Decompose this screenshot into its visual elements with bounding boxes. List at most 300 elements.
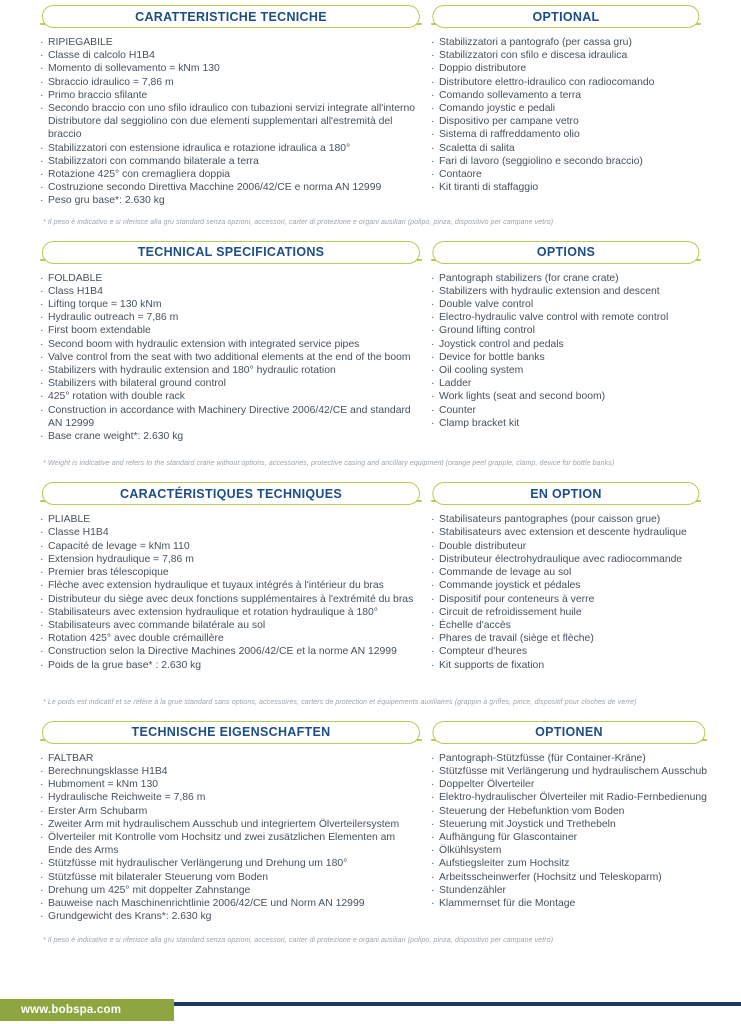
list-item: [40, 513, 422, 526]
specs-title-pill: [42, 5, 420, 28]
list-item-text: Classe di calcolo H1B4: [48, 50, 155, 62]
bullet: ·: [40, 50, 44, 62]
list-item-text: Comando joystic e pedali: [439, 103, 556, 115]
section-english: [40, 241, 701, 468]
options-list-fr: [431, 513, 701, 671]
bullet: ·: [431, 391, 435, 403]
list-item-text: Échelle d'accès: [439, 619, 511, 631]
list-item-text: Doppio distributore: [439, 63, 527, 75]
options-list-en: [431, 272, 701, 430]
bullet: ·: [431, 553, 435, 565]
list-item-text: Contaore: [439, 169, 482, 181]
list-item-text: Stundenzähler: [439, 884, 507, 896]
list-item: [431, 513, 701, 526]
list-item: [431, 606, 701, 619]
options-title-pill: [432, 241, 699, 264]
list-item-text: Double distributeur: [439, 540, 527, 552]
list-item-text: FALTBAR: [48, 752, 94, 764]
bullet: ·: [431, 404, 435, 416]
list-item: [431, 311, 701, 324]
list-item-text: Stabilisateurs pantographes (pour caisson grue): [439, 514, 661, 526]
list-item: [40, 910, 422, 923]
list-item: [431, 351, 701, 364]
bullet: ·: [40, 619, 44, 631]
list-item-text: Fari di lavoro (seggiolino e secondo braccio): [439, 155, 643, 167]
bullet: ·: [40, 765, 44, 777]
list-item: [431, 272, 701, 285]
list-item-text: Stabilizzatori con commando bilaterale a terra: [48, 155, 259, 167]
list-item-text: FOLDABLE: [48, 272, 103, 284]
bullet: ·: [40, 299, 44, 311]
list-item-text: Stabilizers with bilateral ground control: [48, 378, 226, 390]
bullet: ·: [40, 567, 44, 579]
bullet: ·: [40, 659, 44, 671]
list-item-text: Distributore elettro-idraulico con radiocomando: [439, 76, 655, 88]
list-item-text: Circuit de refroidissement huile: [439, 606, 582, 618]
list-item-text: Aufstiegsleiter zum Hochsitz: [439, 858, 570, 870]
list-item: [431, 871, 707, 884]
bullet: ·: [431, 646, 435, 658]
list-item-text: Berechnungsklasse H1B4: [48, 765, 168, 777]
list-item-text: Primo braccio sfilante: [48, 89, 148, 101]
list-item-text: Hubmoment = kNm 130: [48, 779, 159, 791]
bullet: ·: [40, 312, 44, 324]
list-item: [40, 566, 422, 579]
bullet: ·: [40, 378, 44, 390]
list-item-text: Counter: [439, 404, 476, 416]
list-item: [40, 49, 422, 62]
options-title: OPTIONEN: [535, 725, 603, 740]
list-item-text: Hydraulic outreach = 7,86 m: [48, 312, 179, 324]
bullet: ·: [431, 845, 435, 857]
list-item: [40, 553, 422, 566]
options-title-pill: [432, 5, 699, 28]
bullet: ·: [431, 765, 435, 777]
bullet: ·: [40, 553, 44, 565]
bullet: ·: [431, 417, 435, 429]
specs-header-fr: [40, 482, 422, 505]
list-item-text: Stabilizers with hydraulic extension and descent: [439, 285, 660, 297]
section-italian: [40, 5, 701, 226]
list-item: [431, 49, 701, 62]
list-item-text: Capacité de levage = kNm 110: [48, 540, 190, 552]
list-item-text: Ladder: [439, 378, 472, 390]
page-footer: [0, 999, 741, 1021]
list-item-text: Grundgewicht des Krans*: 2.630 kg: [48, 911, 212, 923]
bullet: ·: [431, 831, 435, 843]
bullet: ·: [431, 884, 435, 896]
bullet: ·: [431, 567, 435, 579]
list-item: [431, 285, 701, 298]
list-item-text: Comando sollevamento a terra: [439, 89, 582, 101]
specs-title: TECHNICAL SPECIFICATIONS: [137, 245, 325, 260]
options-list-de: [431, 752, 707, 910]
bullet: ·: [40, 155, 44, 167]
list-item: [40, 377, 422, 390]
list-item: [40, 645, 422, 658]
list-item: [431, 579, 701, 592]
list-item-text: Oil cooling system: [439, 365, 524, 377]
bullet: ·: [40, 831, 44, 843]
bullet: ·: [40, 404, 44, 416]
footnote-italian: * Il peso è indicativo e si riferisce alla gru standard senza opzioni, accessori, carter di protezione e organi ausiliari (polipo, pinza, dispositivo per campane vetro): [43, 218, 554, 226]
list-item-text: Sbraccio idraulico = 7,86 m: [48, 76, 174, 88]
bullet: ·: [431, 338, 435, 350]
bullet: ·: [431, 378, 435, 390]
list-item-text: Commande joystick et pédales: [439, 580, 581, 592]
list-item-text: Joystick control and pedals: [439, 338, 564, 350]
list-item: [40, 871, 422, 884]
bullet: ·: [431, 272, 435, 284]
list-item: [40, 36, 422, 49]
list-item-text: Steuerung der Hebefunktion vom Boden: [439, 805, 625, 817]
bullet: ·: [40, 805, 44, 817]
list-item-text: Rotazione 425° con cremagliera doppia: [48, 169, 231, 181]
list-item: [431, 619, 701, 632]
specs-title-pill: [42, 241, 420, 264]
list-item: [431, 181, 701, 194]
list-item: [40, 540, 422, 553]
specs-list-fr: [40, 513, 422, 671]
list-item: [40, 659, 422, 672]
list-item-text: Ground lifting control: [439, 325, 535, 337]
list-item-text: Elektro-hydraulischer Ölverteiler mit Radio-Fernbedienung: [439, 792, 707, 804]
list-item-text: Dispositivo per campane vetro: [439, 116, 579, 128]
bullet: ·: [40, 103, 44, 115]
list-item: [40, 142, 422, 155]
bullet: ·: [431, 580, 435, 592]
bullet: ·: [431, 752, 435, 764]
list-item-text: Distributore dal seggiolino con due elementi supplementari all'estremità del braccio: [48, 116, 393, 141]
list-item: [431, 377, 701, 390]
bullet: ·: [431, 527, 435, 539]
list-item: [40, 818, 422, 831]
list-item: [40, 778, 422, 791]
list-item-text: Doppelter Ölverteiler: [439, 779, 535, 791]
bullet: ·: [431, 129, 435, 141]
list-item: [40, 857, 422, 870]
list-item-text: Construction in accordance with Machinery Directive 2006/42/CE and standard AN 12999: [48, 404, 411, 429]
list-item: [431, 89, 701, 102]
bullet: ·: [40, 580, 44, 592]
specs-list-it: [40, 36, 422, 208]
list-item-text: Stabilizzatori con estensione idraulica e rotazione idraulica a 180°: [48, 142, 351, 154]
bullet: ·: [431, 142, 435, 154]
list-item: [431, 390, 701, 403]
bullet: ·: [40, 351, 44, 363]
list-item-text: Commande de levage au sol: [439, 567, 572, 579]
bullet: ·: [40, 858, 44, 870]
bullet: ·: [40, 142, 44, 154]
list-item: [431, 752, 707, 765]
bullet: ·: [431, 50, 435, 62]
list-item-text: Clamp bracket kit: [439, 417, 520, 429]
bullet: ·: [431, 540, 435, 552]
list-item: [40, 285, 422, 298]
list-item-text: Flèche avec extension hydraulique et tuyaux intégrés à l'intérieur du bras: [48, 580, 384, 592]
bullet: ·: [40, 76, 44, 88]
list-item: [431, 155, 701, 168]
list-item: [431, 324, 701, 337]
footnote-english: * Weight is indicative and refers to the standard crane without options, accessories, protective casing and ancillary equipment (orange peel grapple, clamp, device for bottle banks): [43, 460, 615, 468]
bullet: ·: [431, 116, 435, 128]
footer-divider-line: [174, 1002, 741, 1006]
bullet: ·: [40, 606, 44, 618]
bullet: ·: [40, 884, 44, 896]
list-item: [431, 142, 701, 155]
bullet: ·: [40, 779, 44, 791]
list-item: [40, 606, 422, 619]
list-item: [431, 102, 701, 115]
footer-url[interactable]: www.bobspa.com: [21, 1004, 122, 1016]
bullet: ·: [431, 593, 435, 605]
bullet: ·: [40, 365, 44, 377]
bullet: ·: [431, 312, 435, 324]
list-item: [431, 338, 701, 351]
bullet: ·: [40, 338, 44, 350]
list-item-text: Dispositif pour conteneurs à verre: [439, 593, 595, 605]
list-item: [40, 579, 422, 592]
list-item: [431, 417, 701, 430]
bullet: [40, 115, 48, 141]
list-item: [431, 805, 707, 818]
bullet: ·: [431, 63, 435, 75]
list-item-text: Secondo braccio con uno sfilo idraulico con tubazioni servizi integrate all'interno: [48, 103, 416, 115]
list-item: [40, 168, 422, 181]
list-item-text: Costruzione secondo Direttiva Macchine 2006/42/CE e norma AN 12999: [48, 182, 382, 194]
list-item: [40, 884, 422, 897]
bullet: ·: [40, 818, 44, 830]
bullet: ·: [431, 897, 435, 909]
bullet: ·: [431, 619, 435, 631]
list-item-text: Arbeitsscheinwerfer (Hochsitz und Teleskoparm): [439, 871, 662, 883]
list-item: [40, 272, 422, 285]
bullet: ·: [431, 299, 435, 311]
specs-list-de: [40, 752, 422, 924]
list-item: [40, 364, 422, 377]
bullet: ·: [431, 805, 435, 817]
specs-title-pill: [42, 721, 420, 744]
list-item-text: First boom extendable: [48, 325, 151, 337]
list-item-text: Base crane weight*: 2.630 kg: [48, 431, 184, 443]
options-title-pill: [432, 482, 699, 505]
list-item: [431, 298, 701, 311]
list-item: [431, 128, 701, 141]
list-item-text: 425° rotation with double rack: [48, 391, 186, 403]
list-item-text: Hydraulische Reichweite = 7,86 m: [48, 792, 206, 804]
list-item-text: Extension hydraulique = 7,86 m: [48, 553, 194, 565]
list-item-text: Stützfüsse mit hydraulischer Verlängerung und Drehung um 180°: [48, 858, 348, 870]
options-header-en: [431, 241, 701, 264]
list-item-text: Classe H1B4: [48, 527, 109, 539]
footnote-french: * Le poids est indicatif et se réfère à la grue standard sans options, accessoires, carters de protection et équipements auxiliaires (grappin à griffes, pince, dispositif pour cloches de verre): [43, 698, 637, 706]
list-item: [40, 765, 422, 778]
list-item-text: Stabilisateurs avec extension et descente hydraulique: [439, 527, 687, 539]
specs-header-en: [40, 241, 422, 264]
bullet: ·: [431, 818, 435, 830]
list-item: [431, 364, 701, 377]
list-item: [40, 791, 422, 804]
list-item-text: Aufhängung für Glascontainer: [439, 831, 578, 843]
bullet: ·: [431, 871, 435, 883]
specs-title: CARACTÉRISTIQUES TECHNIQUES: [119, 486, 343, 501]
list-item-text: Klammernset für die Montage: [439, 897, 576, 909]
bullet: ·: [431, 659, 435, 671]
options-title-pill: [432, 721, 705, 744]
list-item-text: Class H1B4: [48, 285, 103, 297]
list-item: [431, 76, 701, 89]
list-item-text: Stützfüsse mit Verlängerung und hydraulischem Ausschub: [439, 765, 707, 777]
bullet: ·: [431, 325, 435, 337]
options-header-fr: [431, 482, 701, 505]
options-header-de: [431, 721, 707, 744]
section-german: [40, 721, 707, 945]
list-item: [40, 62, 422, 75]
bullet: ·: [431, 285, 435, 297]
options-title: OPTIONS: [536, 245, 596, 260]
bullet: ·: [40, 540, 44, 552]
bullet: ·: [40, 871, 44, 883]
bullet: ·: [40, 527, 44, 539]
specs-header-de: [40, 721, 422, 744]
list-item: [431, 765, 707, 778]
bullet: ·: [40, 195, 44, 207]
list-item: [40, 526, 422, 539]
bullet: ·: [431, 633, 435, 645]
bullet: ·: [40, 897, 44, 909]
bullet: ·: [431, 858, 435, 870]
list-item: [431, 778, 707, 791]
specs-title: CARATTERISTICHE TECNICHE: [135, 9, 327, 24]
specs-title: TECHNISCHE EIGENSCHAFTEN: [131, 725, 331, 740]
list-item-text: Second boom with hydraulic extension with integrated service pipes: [48, 338, 360, 350]
bullet: ·: [40, 169, 44, 181]
list-item-text: Electro-hydraulic valve control with remote control: [439, 312, 669, 324]
bullet: ·: [431, 606, 435, 618]
list-item-text: Stabilisateurs avec commande bilatérale au sol: [48, 619, 266, 631]
bullet: ·: [40, 182, 44, 194]
list-item-text: Ölkühlsystem: [439, 845, 502, 857]
footer-url-bar: [0, 999, 174, 1021]
list-item: [40, 311, 422, 324]
list-item-text: Lifting torque = 130 kNm: [48, 299, 162, 311]
list-item: [40, 89, 422, 102]
section-french: [40, 482, 701, 705]
list-item: [40, 155, 422, 168]
list-item-text: Scaletta di salita: [439, 142, 515, 154]
list-item-text: Work lights (seat and second boom): [439, 391, 606, 403]
list-item: [431, 540, 701, 553]
list-item-text: Stabilisateurs avec extension hydraulique et rotation hydraulique à 180°: [48, 606, 378, 618]
bullet: ·: [431, 351, 435, 363]
list-item: [431, 632, 701, 645]
list-item: [40, 752, 422, 765]
list-item-text: Stabilizzatori con sfilo e discesa idraulica: [439, 50, 628, 62]
list-item: [40, 298, 422, 311]
bullet: ·: [40, 391, 44, 403]
options-header-it: [431, 5, 701, 28]
list-item-text: Premier bras télescopique: [48, 567, 169, 579]
list-item-text: Construction selon la Directive Machines 2006/42/CE et la norme AN 12999: [48, 646, 397, 658]
bullet: ·: [40, 646, 44, 658]
list-item-text: Poids de la grue base* : 2.630 kg: [48, 659, 202, 671]
list-item: [431, 645, 701, 658]
options-title: OPTIONAL: [532, 9, 600, 24]
list-item-text: Compteur d'heures: [439, 646, 528, 658]
bullet: ·: [431, 76, 435, 88]
bullet: ·: [431, 182, 435, 194]
bullet: ·: [40, 285, 44, 297]
bullet: ·: [431, 37, 435, 48]
bullet: ·: [431, 514, 435, 526]
bullet: ·: [40, 89, 44, 101]
list-item: [40, 805, 422, 818]
list-item-text: Kit tiranti di staffaggio: [439, 182, 539, 194]
bullet: ·: [431, 792, 435, 804]
list-item-text: Pantograph-Stützfüsse (für Container-Kräne): [439, 752, 646, 764]
footnote-german: * Il peso è indicativo e si riferisce alla gru standard senza opzioni, accessori, carter di protezione e organi ausiliari (polipo, pinza, dispositivo per campane vetro): [43, 937, 554, 945]
list-item: [431, 404, 701, 417]
bullet: ·: [40, 325, 44, 337]
list-item: [431, 897, 707, 910]
list-item-text: Distributeur électrohydraulique avec radiocommande: [439, 553, 683, 565]
list-item: [431, 168, 701, 181]
list-item: [40, 194, 422, 207]
list-item: [431, 62, 701, 75]
bullet: ·: [40, 272, 44, 284]
bullet: ·: [431, 89, 435, 101]
list-item-text: Sistema di raffreddamento olio: [439, 129, 580, 141]
list-item-text: Double valve control: [439, 299, 534, 311]
specs-list-en: [40, 272, 422, 444]
list-item-text: Ölverteiler mit Kontrolle vom Hochsitz und zwei zusätzlichen Elementen am Ende des Arms: [48, 831, 396, 857]
bullet: ·: [40, 633, 44, 645]
list-item: [40, 430, 422, 443]
list-item: [431, 593, 701, 606]
list-item: [431, 36, 701, 49]
list-item: [40, 76, 422, 89]
list-item-text: Bauweise nach Maschinenrichtlinie 2006/42/CE und Norm AN 12999: [48, 897, 365, 909]
list-item: [431, 526, 701, 539]
list-item: [40, 632, 422, 645]
bullet: ·: [431, 169, 435, 181]
list-item-text: RIPIEGABILE: [48, 37, 113, 48]
list-item: [40, 897, 422, 910]
list-item: [40, 593, 422, 606]
bullet: ·: [40, 514, 44, 526]
bullet: ·: [431, 779, 435, 791]
list-item: [40, 831, 422, 857]
bullet: ·: [40, 593, 44, 605]
list-item-text: Steuerung mit Joystick und Trethebeln: [439, 818, 616, 830]
options-title: EN OPTION: [530, 486, 602, 501]
list-item: [431, 818, 707, 831]
list-item: [40, 324, 422, 337]
bullet: ·: [431, 103, 435, 115]
bullet: ·: [431, 365, 435, 377]
list-item-text: Erster Arm Schubarm: [48, 805, 148, 817]
bullet: ·: [40, 911, 44, 923]
list-item: [431, 566, 701, 579]
list-item: [431, 659, 701, 672]
list-item-text: Drehung um 425° mit doppelter Zahnstange: [48, 884, 251, 896]
list-item: [431, 115, 701, 128]
bullet: ·: [40, 792, 44, 804]
list-item-text: Phares de travail (siège et flèche): [439, 633, 594, 645]
list-item: [40, 390, 422, 403]
list-item: [40, 115, 422, 141]
list-item: [40, 102, 422, 115]
